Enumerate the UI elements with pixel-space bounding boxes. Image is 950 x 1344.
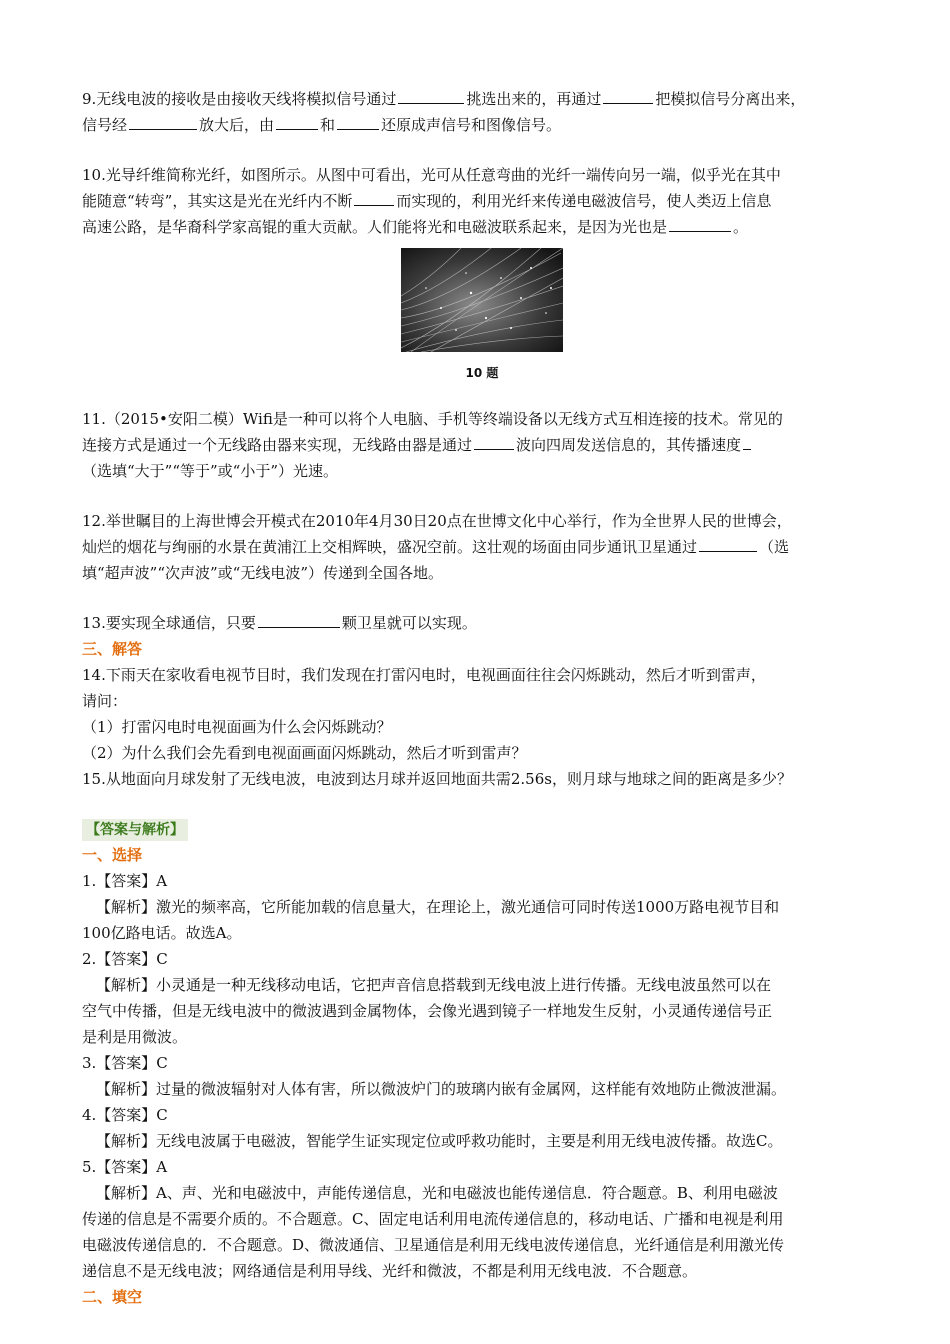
answer-explanation: 【解析】小灵通是一种无线移动电话，它把声音信息搭载到无线电波上进行传播。无线电波虽然可以在 [96,976,772,994]
blank [276,112,318,130]
answer-key: 4.【答案】C [82,1106,168,1124]
question-12-line-1: 12.举世瞩目的上海世博会开模式在2010年4月30日20点在世博文化中心举行，作为全世界人民的世博会， [82,512,792,530]
question-12 [82,508,882,586]
answer-explanation-cont: 是利是用微波。 [82,1028,188,1046]
answer-2 [82,946,882,1050]
question-11-line-2: 连接方式是通过一个无线路由器来实现，无线路由器是通过 波向四周发送信息的，其传播速度 [82,432,882,458]
answers-heading: 【答案与解析】 [82,816,882,842]
blank [474,432,514,450]
answer-5 [82,1154,882,1284]
blank [398,86,464,104]
question-9 [82,86,882,138]
question-9-line-2: 信号经 放大后，由 和 还原成声信号和图像信号。 [82,112,882,138]
answer-1 [82,868,882,946]
question-10-line-3: 高速公路，是华裔科学家高锟的重大贡献。人们能将光和电磁波联系起来，是因为光也是 。 [82,214,882,240]
answer-explanation: 【解析】A、声、光和电磁波中，声能传递信息，光和电磁波也能传递信息．符合题意。B、利用电磁波 [96,1184,778,1202]
question-14 [82,662,882,766]
answer-explanation-cont: 递信息不是无线电波；网络通信是利用导线、光纤和微波，不都是利用无线电波．不合题意。 [82,1262,698,1280]
question-12-line-2: 灿烂的烟花与绚丽的水景在黄浦江上交相辉映，盛况空前。这壮观的场面由同步通讯卫星通过 （选 [82,534,882,560]
section-heading-fill: 二、填空 [82,1288,143,1306]
question-12-line-3: 填“超声波”“次声波”或“无线电波”）传递到全国各地。 [82,564,444,582]
question-11 [82,406,882,484]
answer-explanation: 【解析】过量的微波辐射对人体有害，所以微波炉门的玻璃内嵌有金属网，这样能有效地防止微波泄漏。 [96,1080,787,1098]
fiber-optic-image [401,248,563,352]
document-page [82,86,882,1310]
answer-explanation-cont: 传递的信息是不需要介质的。不合题意。C、固定电话利用电流传递信息的，移动电话、广播和电视是利用 [82,1210,784,1228]
answer-key: 3.【答案】C [82,1054,168,1072]
question-14-sub-2: （2）为什么我们会先看到电视面画面闪烁跳动，然后才听到雷声？ [82,744,527,762]
question-14-line-1: 14.下雨天在家收看电视节目时，我们发现在打雷闪电时，电视画面往往会闪烁跳动，然后才听到雷声， [82,666,766,684]
section-heading-choice: 一、选择 [82,846,143,864]
question-14-line-2: 请问： [82,692,128,710]
answer-explanation: 【解析】激光的频率高，它所能加载的信息量大，在理论上，激光通信可同时传送1000万路电视节目和 [96,898,780,916]
blank [669,214,731,232]
question-11-line-3: （选填“大于”“等于”或“小于”）光速。 [82,462,339,480]
answer-explanation-cont: 100亿路电话。故选A。 [82,924,242,942]
answer-explanation-cont: 空气中传播，但是无线电波中的微波遇到金属物体，会像光遇到镜子一样地发生反射，小灵通传递信号正 [82,1002,773,1020]
blank [354,188,394,206]
question-10-line-2: 能随意“转弯”，其实这是光在光纤内不断 而实现的，利用光纤来传递电磁波信号，使人类迈上信息 [82,188,882,214]
question-9-line-1: 9.无线电波的接收是由接收天线将模拟信号通过 挑选出来的，再通过 把模拟信号分离出来， [82,86,882,112]
answer-explanation: 【解析】无线电波属于电磁波，智能学生证实现定位或呼救功能时，主要是利用无线电波传播。故选C。 [96,1132,783,1150]
section-heading-answer: 三、解答 [82,640,143,658]
question-10 [82,162,882,382]
blank [603,86,653,104]
blank [337,112,379,130]
answer-key: 1.【答案】A [82,872,168,890]
answer-3 [82,1050,882,1102]
question-14-sub-1: （1）打雷闪电时电视面画为什么会闪烁跳动？ [82,718,392,736]
question-11-line-1: 11.（2015•安阳二模）Wifi是一种可以将个人电脑、手机等终端设备以无线方式互相连接的技术。常见的 [82,410,783,428]
blank [743,432,751,450]
fiber-optic-figure [82,248,882,382]
blank [258,610,340,628]
answer-explanation-cont: 电磁波传递信息的．不合题意。D、微波通信、卫星通信是利用无线电波传递信息，光纤通信是利用激光传 [82,1236,785,1254]
blank [699,534,757,552]
fiber-optic-photo [401,248,563,352]
question-13: 13.要实现全球通信，只要 颗卫星就可以实现。 [82,610,882,636]
answer-key: 5.【答案】A [82,1158,168,1176]
answer-key: 2.【答案】C [82,950,168,968]
question-15: 15.从地面向月球发射了无线电波，电波到达月球并返回地面共需2.56s，则月球与地球之间的距离是多少？ [82,770,792,788]
answer-4 [82,1102,882,1154]
question-10-line-1: 10.光导纤维简称光纤，如图所示。从图中可看出，光可从任意弯曲的光纤一端传向另一端，似乎光在其中 [82,166,781,184]
blank [129,112,197,130]
figure-caption: 10 题 [465,366,499,380]
